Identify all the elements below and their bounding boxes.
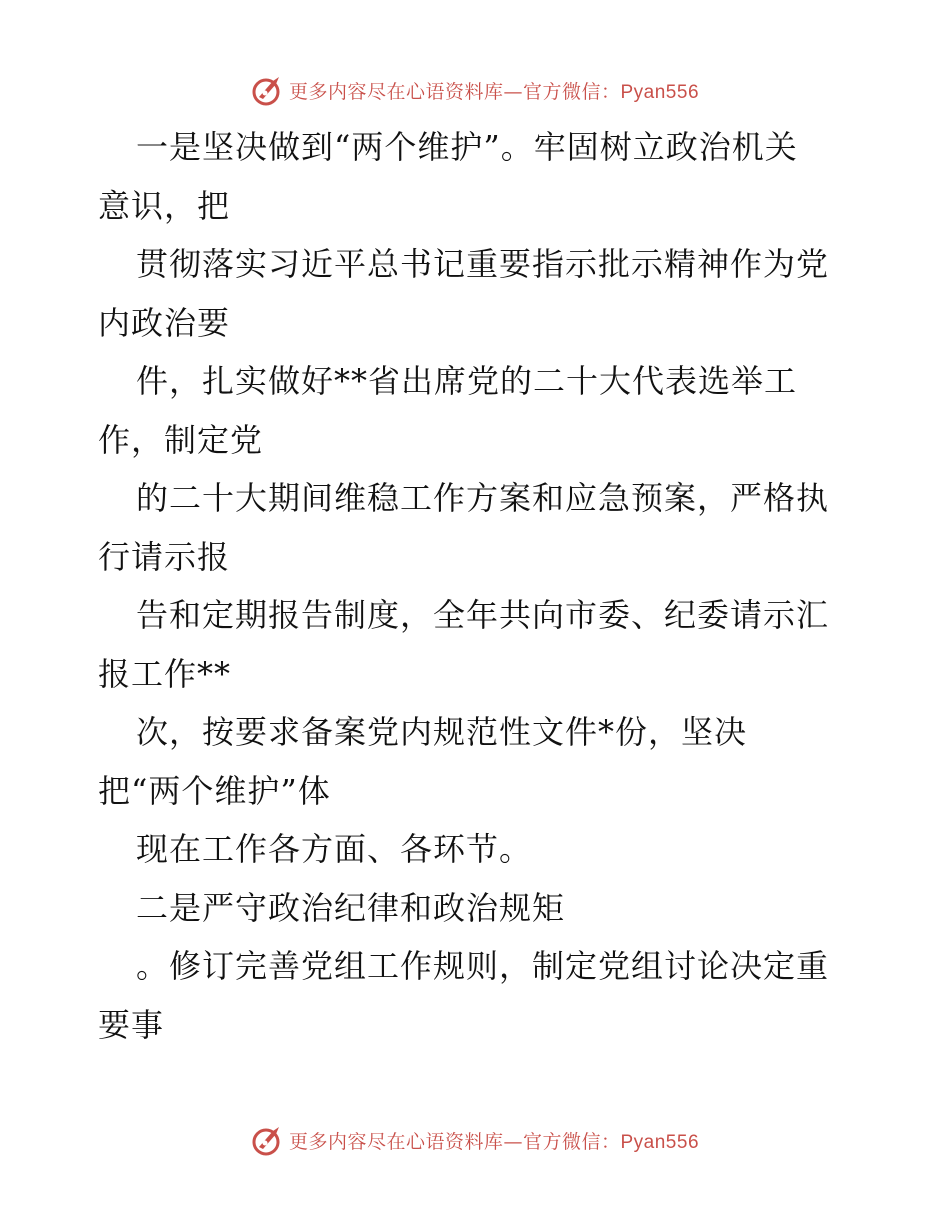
text-line: 意识，把 xyxy=(98,186,231,225)
footer-wechat-id: Pyan556 xyxy=(620,1131,700,1153)
quill-seal-logo-icon xyxy=(251,73,285,107)
text-line: 。修订完善党组工作规则，制定党组讨论决定重 xyxy=(136,947,830,985)
text-line: 告和定期报告制度，全年共向市委、纪委请示汇 xyxy=(136,596,830,634)
header-banner xyxy=(0,70,950,110)
text-line: 贯彻落实习近平总书记重要指示批示精神作为党 xyxy=(136,245,830,283)
document-body xyxy=(98,118,868,1054)
text-line: 把“两个维护”体 xyxy=(98,771,331,810)
text-line: 报工作** xyxy=(98,654,232,693)
text-line: 一是坚决做到“两个维护”。牢固树立政治机关 xyxy=(136,128,798,166)
header-banner-text: 更多内容尽在心语资料库—官方微信：Pyan556 xyxy=(288,80,700,103)
text-line: 二是严守政治纪律和政治规矩 xyxy=(136,888,566,927)
footer-banner-text: 更多内容尽在心语资料库—官方微信：Pyan556 xyxy=(288,1130,700,1153)
header-wechat-id: Pyan556 xyxy=(620,81,700,103)
text-line: 要事 xyxy=(98,1005,165,1044)
footer-banner xyxy=(0,1120,950,1160)
quill-seal-logo-icon xyxy=(251,1123,285,1157)
text-line: 内政治要 xyxy=(98,303,231,342)
text-line: 行请示报 xyxy=(98,537,231,576)
text-line: 件，扎实做好**省出席党的二十大代表选举工 xyxy=(136,362,798,400)
text-line: 的二十大期间维稳工作方案和应急预案，严格执 xyxy=(136,479,830,517)
text-line: 次，按要求备案党内规范性文件*份，坚决 xyxy=(136,713,748,751)
text-line: 现在工作各方面、各环节。 xyxy=(136,830,533,868)
text-line: 作，制定党 xyxy=(98,420,264,459)
